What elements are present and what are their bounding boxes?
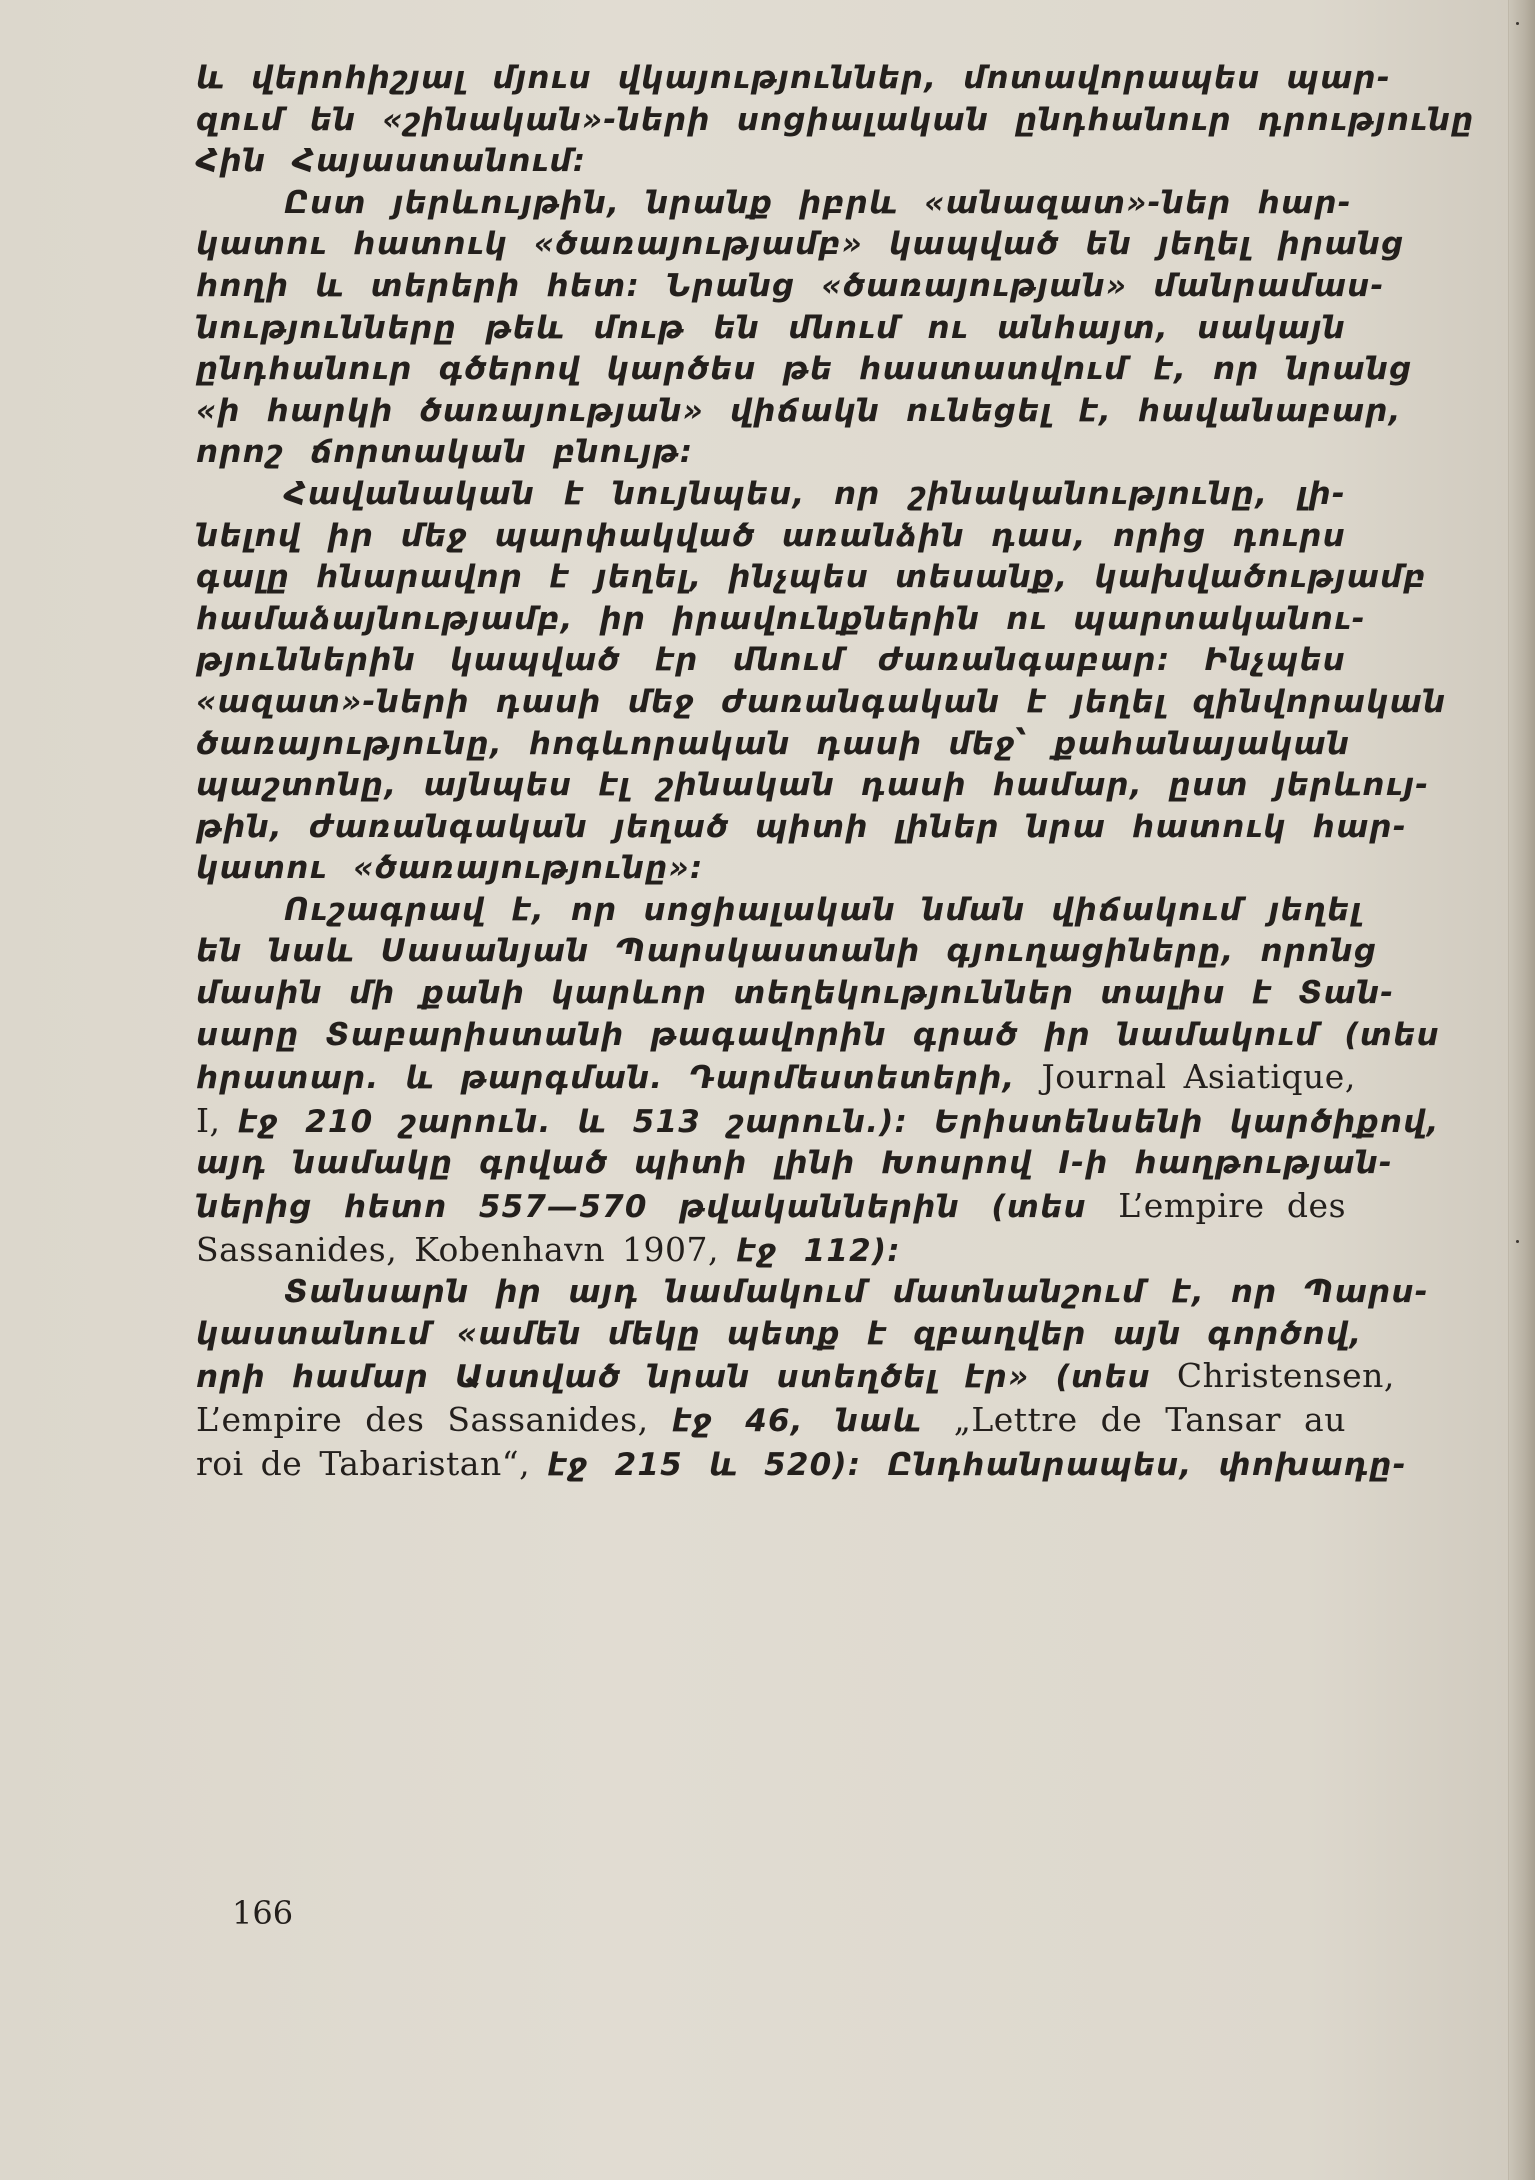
text-line bbox=[196, 349, 1413, 391]
armenian-text: «ազատ»-ների դասի մեջ ժառանգական է յեղել զինվորական bbox=[196, 683, 1447, 720]
armenian-text: այդ նամակը գրված պիտի լինի Խոսրով I-ի հաղթության- bbox=[196, 1145, 1393, 1182]
armenian-text: թին, ժառանգական յեղած պիտի լիներ նրա հատուկ հար- bbox=[196, 808, 1407, 845]
text-line bbox=[196, 1185, 1346, 1229]
armenian-text: սարը Տաբարիստանի թագավորին գրած իր նամակում (տես bbox=[196, 1016, 1440, 1053]
armenian-text: Ուշագրավ է, որ սոցիալական նման վիճակում յեղել bbox=[284, 891, 1363, 928]
text-line bbox=[196, 1399, 1346, 1443]
text-line bbox=[196, 1443, 1407, 1487]
armenian-text: Հավանական է նույնպես, որ շինականությունը, լի- bbox=[284, 475, 1346, 512]
text-line bbox=[196, 1100, 1440, 1144]
text-line bbox=[196, 1355, 1395, 1399]
armenian-text: որի համար Աստված նրան ստեղծել էր» (տես bbox=[196, 1359, 1177, 1396]
book-gutter bbox=[1508, 0, 1535, 2180]
armenian-text: նելով իր մեջ պարփակված առանձին դաս, որից դուրս bbox=[196, 517, 1346, 554]
armenian-text: ներից հետո 557—570 թվականներին (տես bbox=[196, 1189, 1119, 1226]
armenian-text: գալը հնարավոր է յեղել, ինչպես տեսանք, կախվածությամբ bbox=[196, 559, 1427, 596]
page-number: 166 bbox=[232, 1894, 294, 1932]
text-line bbox=[196, 224, 1405, 266]
latin-text: „Lettre de Tansar au bbox=[953, 1400, 1346, 1439]
text-line bbox=[196, 1143, 1393, 1185]
text-line bbox=[196, 58, 1391, 100]
armenian-text: կատու «ծառայությունը»։ bbox=[196, 850, 704, 887]
text-line bbox=[196, 1229, 1346, 1273]
text-line bbox=[196, 308, 1346, 350]
text-line bbox=[196, 807, 1407, 849]
text-line bbox=[196, 557, 1427, 599]
text-line bbox=[196, 724, 1351, 766]
text-line bbox=[196, 640, 1346, 682]
text-line bbox=[196, 931, 1378, 973]
armenian-text: որոշ ճորտական բնույթ։ bbox=[196, 434, 694, 471]
armenian-text: մասին մի քանի կարևոր տեղեկություններ տալիս է Տան- bbox=[196, 975, 1395, 1012]
text-line bbox=[196, 682, 1447, 724]
text-line bbox=[196, 100, 1475, 142]
text-line bbox=[196, 391, 1402, 433]
armenian-text: և վերոհիշյալ մյուս վկայություններ, մոտավորապես պար- bbox=[196, 60, 1391, 96]
armenian-text: Տանսարն իր այդ նամակում մատնանշում է, որ Պարս- bbox=[284, 1274, 1429, 1311]
armenian-text: ծառայությունը, հոգևորական դասի մեջ՝ քահանայական bbox=[196, 725, 1351, 762]
latin-text: L’empire des bbox=[1118, 1186, 1347, 1226]
armenian-text: էջ 210 շարուն. և 513 շարուն.)։ Երիստենսենի կարծիքով, bbox=[237, 1103, 1440, 1140]
armenian-text: պաշտոնը, այնպես էլ շինական դասի համար, ըստ յերևույ- bbox=[196, 767, 1430, 804]
gutter-speck bbox=[1516, 22, 1519, 25]
gutter-speck bbox=[1516, 1240, 1519, 1243]
armenian-text: ընդհանուր գծերով կարծես թե հաստատվում է, որ նրանց bbox=[196, 351, 1413, 388]
latin-text: roi de Tabaristan“, bbox=[196, 1443, 548, 1483]
text-line bbox=[196, 474, 1346, 516]
latin-text: Journal Asiatique, bbox=[1041, 1057, 1356, 1097]
text-line bbox=[196, 183, 1352, 225]
text-line bbox=[196, 1314, 1363, 1356]
armenian-text: Ըստ յերևույթին, նրանք իբրև «անազատ»-ներ հար- bbox=[284, 184, 1352, 221]
text-line bbox=[196, 1015, 1440, 1057]
latin-text: Sassanides, Kobenhavn 1907, bbox=[196, 1229, 737, 1269]
text-line bbox=[196, 266, 1385, 308]
armenian-text: Հին Հայաստանում։ bbox=[196, 143, 587, 180]
text-line bbox=[196, 599, 1366, 641]
armenian-text: հրատար. և թարգման. Դարմեստետերի, bbox=[196, 1060, 1042, 1097]
armenian-text: նությունները թեև մութ են մնում ու անհայտ, սակայն bbox=[196, 309, 1346, 346]
armenian-text: համաձայնությամբ, իր իրավունքներին ու պարտականու- bbox=[196, 600, 1366, 637]
armenian-text: են նաև Սասանյան Պարսկաստանի գյուղացիները, որոնց bbox=[196, 933, 1378, 970]
text-line bbox=[196, 516, 1346, 558]
text-line bbox=[196, 141, 1346, 183]
text-line bbox=[196, 765, 1430, 807]
armenian-text: էջ 215 և 520)։ Ընդհանրապես, փոխադը- bbox=[547, 1446, 1407, 1483]
text-line bbox=[196, 1056, 1356, 1100]
latin-text: I, bbox=[196, 1100, 238, 1140]
body-text bbox=[196, 58, 1475, 1486]
armenian-text: կատու հատուկ «ծառայությամբ» կապված են յեղել իրանց bbox=[196, 226, 1405, 263]
text-line bbox=[196, 890, 1363, 932]
latin-text: Christensen, bbox=[1176, 1356, 1395, 1396]
text-line bbox=[196, 848, 1346, 890]
text-line bbox=[196, 1272, 1429, 1314]
armenian-text: էջ 112)։ bbox=[736, 1232, 901, 1269]
armenian-text: հողի և տերերի հետ։ Նրանց «ծառայության» մանրամաս- bbox=[196, 267, 1385, 304]
armenian-text: էջ 46, նաև bbox=[671, 1403, 954, 1439]
armenian-text: զում են «շինական»-ների սոցիալական ընդհանուր դրությունը bbox=[196, 101, 1475, 138]
text-line bbox=[196, 973, 1395, 1015]
armenian-text: «ի հարկի ծառայության» վիճակն ունեցել է, հավանաբար, bbox=[196, 392, 1402, 429]
text-line bbox=[196, 432, 1346, 474]
latin-text: L’empire des Sassanides, bbox=[196, 1400, 672, 1439]
armenian-text: թյուններին կապված էր մնում ժառանգաբար։ Ինչպես bbox=[196, 642, 1346, 679]
armenian-text: կաստանում «ամեն մեկը պետք է զբաղվեր այն գործով, bbox=[196, 1315, 1363, 1352]
